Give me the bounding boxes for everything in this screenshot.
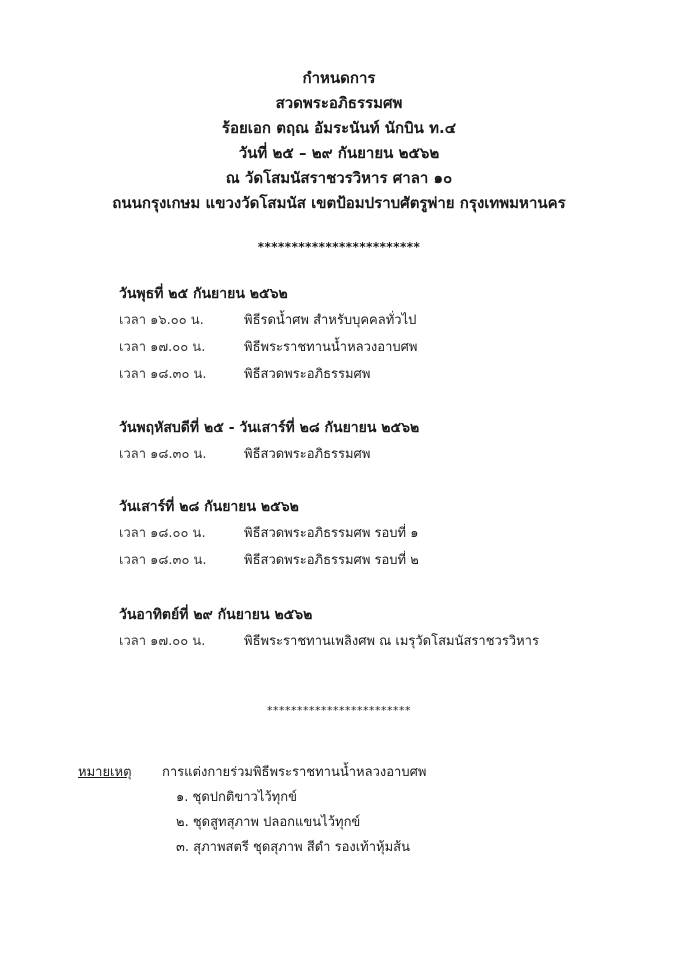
separator-bottom: ************************ bbox=[267, 704, 411, 717]
note-body bbox=[162, 762, 426, 862]
row-event: พิธีรดน้ำศพ สำหรับบุคคลทั่วไป bbox=[244, 313, 417, 328]
row-time: เวลา ๑๗.๐๐ น. bbox=[119, 340, 206, 355]
schedule-row bbox=[119, 631, 639, 658]
schedule-row bbox=[119, 364, 639, 391]
row-time: เวลา ๑๘.๓๐ น. bbox=[119, 447, 207, 462]
header-deceased-name: ร้อยเอก ตฤณ อัมระนันท์ นักบิน ท.๔ bbox=[221, 119, 457, 137]
row-time: เวลา ๑๘.๐๐ น. bbox=[119, 526, 206, 541]
row-time: เวลา ๑๘.๓๐ น. bbox=[119, 367, 207, 382]
row-event: พิธีพระราชทานเพลิงศพ ณ เมรุวัดโสมนัสราชวรวิหาร bbox=[244, 634, 539, 649]
day-title: วันอาทิตย์ที่ ๒๙ กันยายน ๒๕๖๒ bbox=[119, 607, 313, 623]
day-title: วันพุธที่ ๒๕ กันยายน ๒๕๖๒ bbox=[119, 286, 288, 302]
schedule-day bbox=[119, 417, 639, 471]
row-event: พิธีสวดพระอภิธรรมศพ รอบที่ ๒ bbox=[244, 553, 419, 568]
row-time: เวลา ๑๘.๓๐ น. bbox=[119, 553, 207, 568]
note-label: หมายเหตุ bbox=[78, 765, 132, 780]
header-address: ถนนกรุงเกษม แขวงวัดโสมนัส เขตป้อมปราบศัตรูพ่าย กรุงเทพมหานคร bbox=[112, 194, 566, 212]
row-time: เวลา ๑๗.๐๐ น. bbox=[119, 634, 206, 649]
note-item: ๑. ชุดปกติขาวไว้ทุกข์ bbox=[176, 790, 297, 805]
document-header bbox=[0, 66, 678, 216]
header-venue: ณ วัดโสมนัสราชวรวิหาร ศาลา ๑๐ bbox=[225, 169, 453, 187]
schedule-day bbox=[119, 283, 639, 391]
row-time: เวลา ๑๖.๐๐ น. bbox=[119, 313, 204, 328]
day-title: วันเสาร์ที่ ๒๘ กันยายน ๒๕๖๒ bbox=[119, 499, 299, 515]
schedule-day bbox=[119, 496, 639, 577]
header-ceremony: สวดพระอภิธรรมศพ bbox=[275, 94, 403, 112]
header-date-range: วันที่ ๒๕ – ๒๙ กันยายน ๒๕๖๒ bbox=[238, 144, 440, 162]
row-event: พิธีพระราชทานน้ำหลวงอาบศพ bbox=[244, 340, 418, 355]
schedule-row bbox=[119, 444, 639, 471]
day-title: วันพฤหัสบดีที่ ๒๕ - วันเสาร์ที่ ๒๘ กันยายน ๒๕๖๒ bbox=[119, 420, 420, 436]
note-item: ๒. ชุดสูทสุภาพ ปลอกแขนไว้ทุกข์ bbox=[176, 815, 361, 830]
row-event: พิธีสวดพระอภิธรรมศพ bbox=[244, 367, 371, 382]
header-title: กำหนดการ bbox=[302, 69, 376, 87]
note-item: ๓. สุภาพสตรี ชุดสุภาพ สีดำ รองเท้าหุ้มส้น bbox=[176, 840, 411, 855]
schedule-row bbox=[119, 523, 639, 550]
schedule-day bbox=[119, 604, 639, 658]
note-intro: การแต่งกายร่วมพิธีพระราชทานน้ำหลวงอาบศพ bbox=[162, 765, 427, 780]
schedule-row bbox=[119, 550, 639, 577]
row-event: พิธีสวดพระอภิธรรมศพ bbox=[244, 447, 371, 462]
row-event: พิธีสวดพระอภิธรรมศพ รอบที่ ๑ bbox=[244, 526, 419, 541]
separator-top: ************************ bbox=[257, 240, 421, 254]
schedule-row bbox=[119, 310, 639, 337]
schedule-row bbox=[119, 337, 639, 364]
